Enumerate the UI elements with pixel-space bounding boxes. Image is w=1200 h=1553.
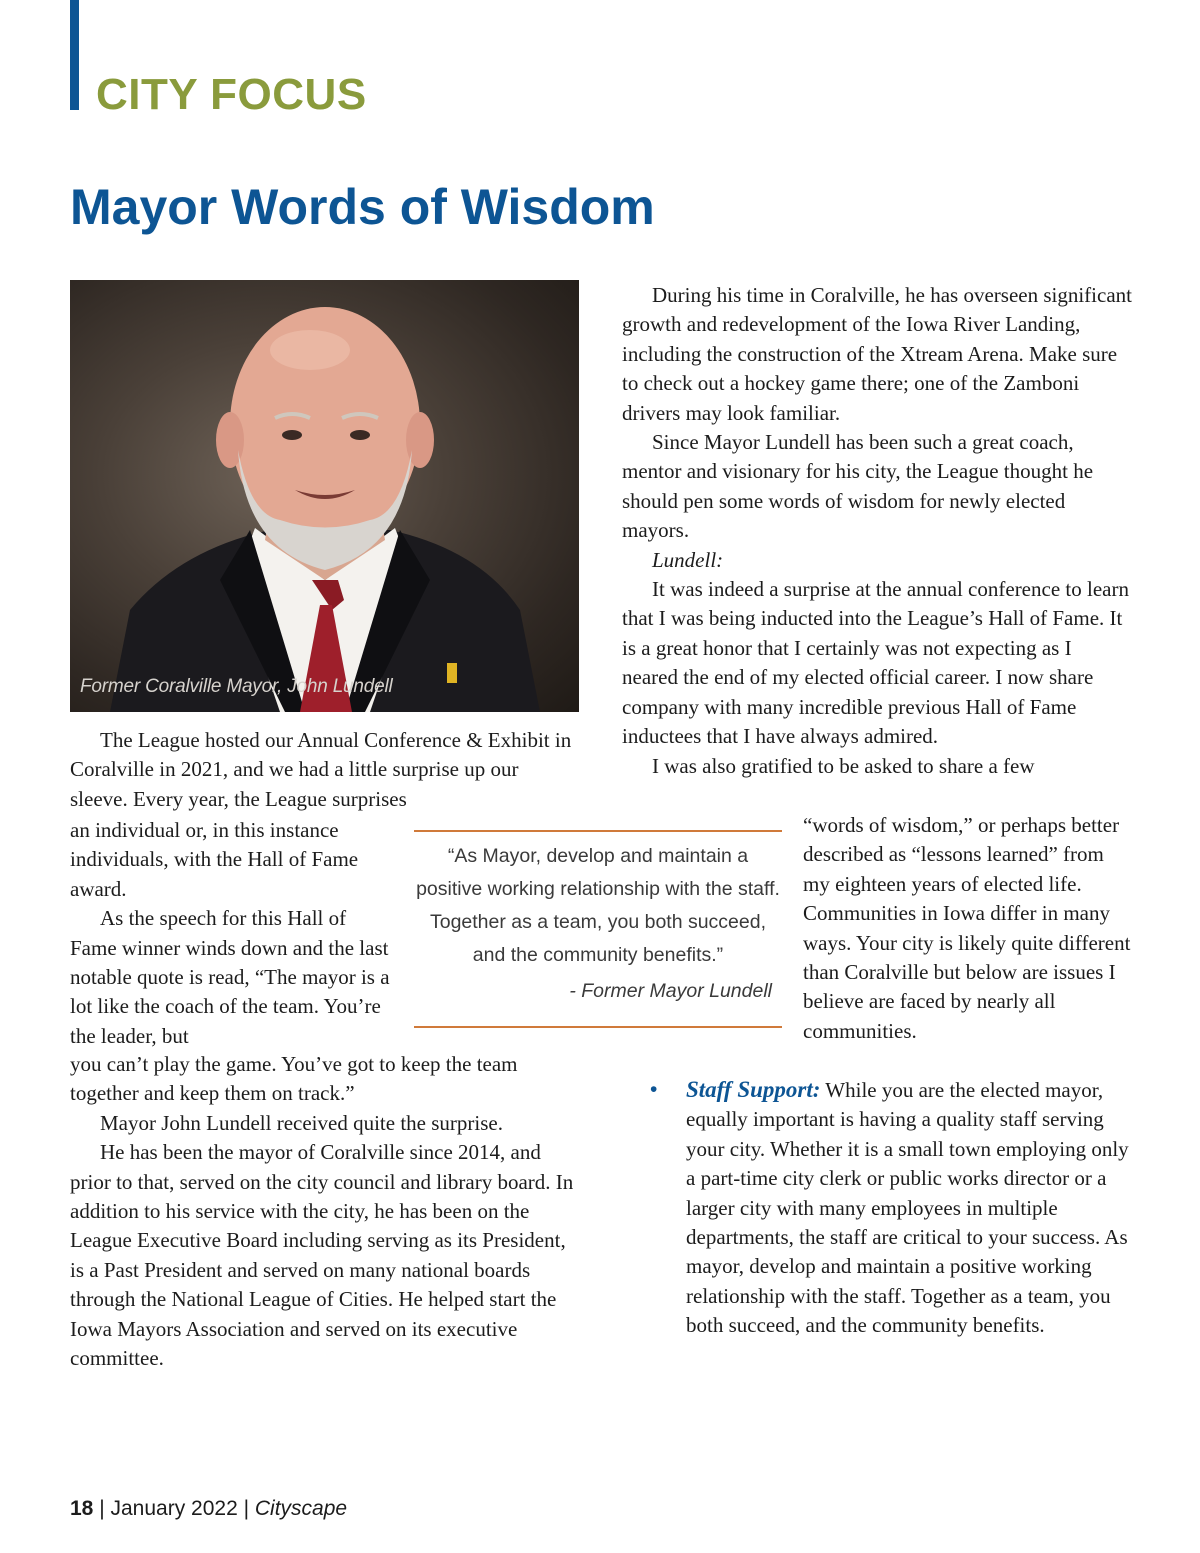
right-paragraph-5: I was also gratified to be asked to share a few bbox=[652, 753, 1035, 778]
right-paragraph-1: During his time in Coralville, he has overseen significant growth and redevelopment of the Iowa River Landing, including the construction of the Xtream Arena. Make sure to check out a hockey game there; one of the Zamboni drivers may look familiar. bbox=[622, 283, 1132, 425]
right-paragraph-5-continued: “words of wisdom,” or perhaps better described as “lessons learned” from my eighteen years of elected life. Communities in Iowa differ in many ways. Your city is likely quite different than Coralville but below are issues I believe are faced by nearly all communities. bbox=[803, 813, 1131, 1043]
issue-date: January 2022 bbox=[110, 1497, 238, 1520]
left-paragraph-3: Mayor John Lundell received quite the surprise. bbox=[100, 1110, 503, 1135]
bullet-marker: • bbox=[650, 1078, 658, 1101]
bullet-term: Staff Support: bbox=[686, 1077, 821, 1102]
left-column-bottom bbox=[70, 1050, 580, 1373]
tips-list bbox=[650, 1075, 1136, 1341]
right-column-top bbox=[622, 281, 1132, 781]
right-paragraph-4: It was indeed a surprise at the annual conference to learn that I was being inducted into the League’s Hall of Fame. It is a great honor that I certainly was not expecting as I neared the end of my elected official career. I now share company with many incredible previous Hall of Fame inductees that I have always admired. bbox=[622, 577, 1129, 749]
pull-quote-attribution: - Former Mayor Lundell bbox=[569, 980, 772, 1002]
section-label-bold: CITY bbox=[96, 70, 198, 119]
right-column-narrow bbox=[803, 811, 1133, 1046]
left-column-narrow bbox=[70, 816, 390, 1051]
left-paragraph-2: As the speech for this Hall of Fame winner winds down and the last notable quote is read, “The mayor is a lot like the coach of the team. You’re the leader, but bbox=[70, 906, 390, 1048]
pull-quote-top-rule bbox=[414, 830, 782, 832]
page-footer bbox=[70, 1497, 347, 1521]
left-paragraph-4: He has been the mayor of Coralville since 2014, and prior to that, served on the city council and library board. In addition to his service with the city, he has been on the League Executive Board including serving as its President, is a Past President and served on many national boards through the National League of Cities. He helped start the Iowa Mayors Association and served on its executive committee. bbox=[70, 1140, 574, 1371]
bullet-text: While you are the elected mayor, equally important is having a quality staff serving your city. Whether it is a small town employing only a part-time city clerk or public works director or a larger city with many employees in multiple departments, the staff are critical to your success. As mayor, develop and maintain a positive working relationship with the staff. Together as a team, you both succeed, and the community benefits. bbox=[686, 1078, 1129, 1338]
right-paragraph-2: Since Mayor Lundell has been such a great coach, mentor and visionary for his city, the League thought he should pen some words of wisdom for newly elected mayors. bbox=[622, 430, 1094, 543]
right-paragraph-3: Lundell: bbox=[652, 547, 724, 572]
left-paragraph-1-continued: an individual or, in this instance individuals, with the Hall of Fame award. bbox=[70, 818, 359, 901]
pull-quote-bottom-rule bbox=[414, 1026, 782, 1028]
list-item bbox=[650, 1075, 1136, 1341]
pull-quote-text: “As Mayor, develop and maintain a positive working relationship with the staff. Together as a team, you both succeed, and the community benefits.” bbox=[416, 845, 780, 966]
left-paragraph-1: The League hosted our Annual Conference & Exhibit in Coralville in 2021, and we had a little surprise up our sleeve. Every year, the League surprises bbox=[70, 728, 572, 811]
left-column-top bbox=[70, 726, 580, 814]
left-paragraph-2-continued: you can’t play the game. You’ve got to keep the team together and keep them on track.” bbox=[70, 1052, 518, 1106]
pull-quote bbox=[414, 830, 782, 1028]
section-accent-bar bbox=[70, 0, 79, 110]
footer-separator: | bbox=[237, 1497, 255, 1520]
section-label bbox=[96, 68, 367, 122]
mayor-portrait bbox=[70, 280, 579, 712]
publication-name: Cityscape bbox=[254, 1497, 348, 1520]
section-label-rest: FOCUS bbox=[197, 70, 367, 119]
portrait-illustration bbox=[70, 280, 579, 712]
page-number: 18 bbox=[70, 1497, 94, 1520]
page-title: Mayor Words of Wisdom bbox=[70, 179, 655, 235]
photo-caption: Former Coralville Mayor, John Lundell bbox=[80, 676, 393, 697]
footer-separator: | bbox=[93, 1497, 111, 1520]
